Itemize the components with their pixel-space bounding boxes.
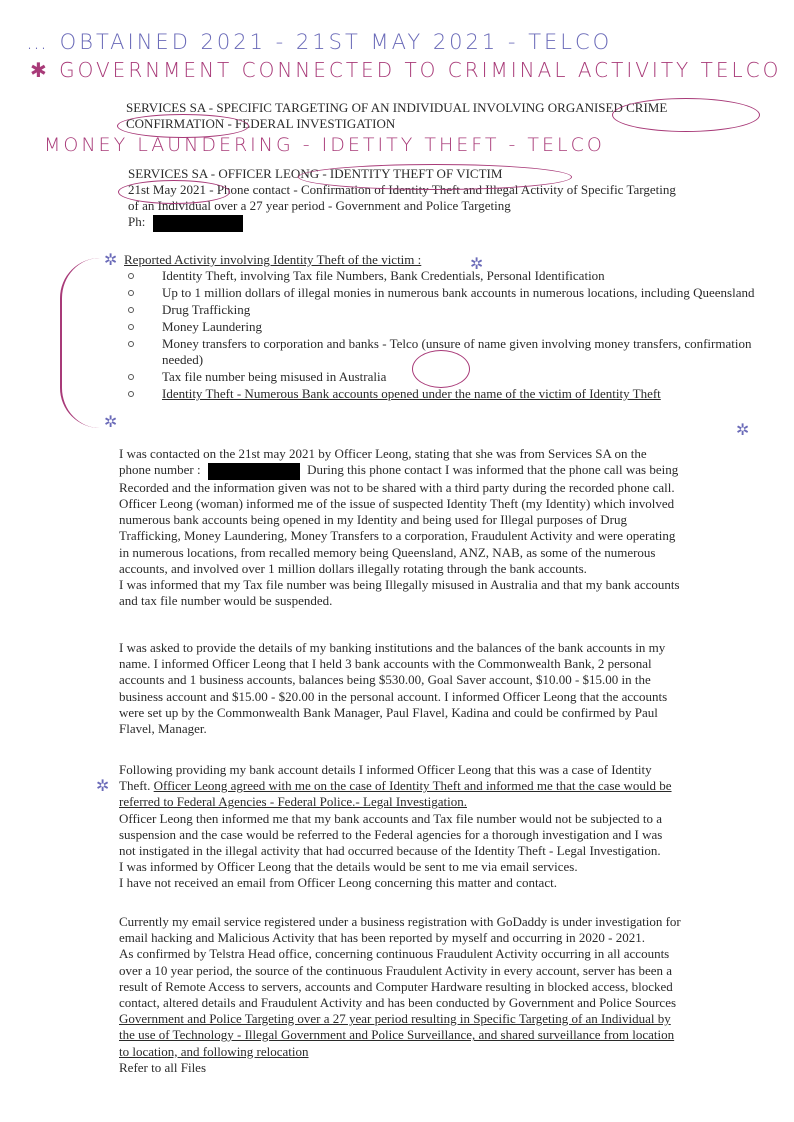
- paragraph-line: were set up by the Commonwealth Bank Manager, Paul Flavel, Kadina and could be confirmed by Paul: [119, 704, 658, 720]
- list-item: Identity Theft - Numerous Bank accounts opened under the name of the victim of Identity Theft: [126, 386, 768, 402]
- paragraph-line: numerous bank accounts being opened in my Identity and being used for Illegal purposes of Drug: [119, 512, 627, 528]
- paragraph-line: Following providing my bank account details I informed Officer Leong that this was a case of Identity: [119, 762, 652, 777]
- paragraph-identity-theft: [119, 762, 761, 892]
- ink-star-icon: ✲: [736, 420, 750, 439]
- ink-star-icon: ✲: [96, 776, 110, 795]
- list-item: Money transfers to corporation and banks - Telco (unsure of name given involving money transfers, confirmation needed): [126, 336, 768, 368]
- handwritten-note-government: ✱ GOVERNMENT CONNECTED TO CRIMINAL ACTIVITY TELCO: [30, 58, 782, 82]
- paragraph-line: in numerous locations, from recalled memory being Queensland, ANZ, NAB, as some of the numerous: [119, 544, 656, 560]
- paragraph-line: Trafficking, Money Laundering, Money Transfers to a corporation, Fraudulent Activity and were operating: [119, 528, 676, 544]
- activity-heading: Reported Activity involving Identity Theft of the victim :: [124, 252, 422, 267]
- ink-star-icon: ✲: [104, 412, 118, 431]
- paragraph-line: Officer Leong (woman) informed me of the issue of suspected Identity Theft (my Identity) which involved: [119, 495, 675, 511]
- paragraph-line: accounts and 1 business accounts, balances being $530.00, Goal Saver account, $10.00 - $15.00 in the: [119, 672, 651, 688]
- paragraph-line: Refer to all Files: [119, 1059, 207, 1075]
- paragraph-line: I was asked to provide the details of my banking institutions and the balances of the bank accounts in my: [119, 640, 666, 655]
- list-item: Tax file number being misused in Australia: [126, 369, 768, 385]
- paragraph-line: Recorded and the information given was not to be shared with a third party during the recorded phone call.: [119, 479, 675, 495]
- paragraph-line: business account and $15.00 - $20.00 in the personal account. I informed Officer Leong that the accounts: [119, 688, 668, 704]
- ink-circle-organised-crime: [612, 98, 760, 132]
- paragraph-line: I was informed by Officer Leong that the details would be sent to me via email services.: [119, 859, 578, 875]
- paragraph-line: Flavel, Manager.: [119, 721, 207, 737]
- ink-circle-confirmation: [117, 114, 249, 138]
- paragraph-line: I was contacted on the 21st may 2021 by Officer Leong, stating that she was from Services SA on the: [119, 446, 647, 461]
- paragraph-line: As confirmed by Telstra Head office, concerning continuous Fraudulent Activity occurring in all accounts: [119, 946, 670, 962]
- header2-line2: 21st May 2021 - Phone contact - Confirmation of Identity Theft and Illegal Activity of Specific Targeting: [128, 182, 676, 197]
- paragraph-line: Officer Leong then informed me that my bank accounts and Tax file number would not be subjected to a: [119, 810, 663, 826]
- paragraph-line: result of Remote Access to servers, accounts and Computer Hardware resulting in blocked access, blocked: [119, 978, 673, 994]
- ink-star-icon: ✲: [104, 250, 118, 269]
- paragraph-line: name. I informed Officer Leong that I held 3 bank accounts with the Commonwealth Bank, 2 personal: [119, 656, 652, 672]
- ink-circle-date: [118, 180, 230, 204]
- list-item: Identity Theft, involving Tax file Numbers, Bank Credentials, Personal Identification: [126, 268, 768, 284]
- paragraph-line: referred to Federal Agencies - Federal Police.- Legal Investigation.: [119, 794, 467, 810]
- ink-bracket: [60, 258, 102, 428]
- paragraph-line: contact, altered details and Fraudulent Activity and has been conducted by Government and Police Sources: [119, 995, 677, 1011]
- paragraph-line: over a 10 year period, the source of the continuous Fraudulent Activity in every account, server has been a: [119, 962, 673, 978]
- redacted-phone-number: [153, 215, 243, 232]
- phone-label: Ph:: [128, 214, 146, 229]
- paragraph-line: to location, and following relocation: [119, 1043, 309, 1059]
- paragraph-line: Government and Police Targeting over a 27 year period resulting in Specific Targeting of an Individual by: [119, 1011, 671, 1027]
- header1-line1: SERVICES SA - SPECIFIC TARGETING OF AN INDIVIDUAL INVOLVING ORGANISED CRIME: [126, 100, 668, 115]
- list-item: Money Laundering: [126, 319, 768, 335]
- paragraph-line: Theft. Officer Leong agreed with me on the case of Identity Theft and informed me that the case would be: [119, 778, 672, 794]
- paragraph-line: I was informed that my Tax file number was being Illegally misused in Australia and that my bank accounts: [119, 576, 680, 592]
- header2-line1: SERVICES SA - OFFICER LEONG - IDENTITY THEFT OF VICTIM: [128, 166, 503, 181]
- paragraph-line: and tax file number would be suspended.: [119, 593, 333, 609]
- paragraph-line: I have not received an email from Officer Leong concerning this matter and contact.: [119, 875, 557, 891]
- list-item: Drug Trafficking: [126, 302, 768, 318]
- header1-line2: CONFIRMATION - FEDERAL INVESTIGATION: [126, 116, 396, 131]
- ink-circle-telco: [412, 350, 470, 388]
- paragraph-line: Currently my email service registered under a business registration with GoDaddy is under investigation for: [119, 914, 681, 929]
- redacted-phone-number: [208, 463, 300, 480]
- paragraph-email-investigation: [119, 914, 761, 1076]
- paragraph-line: suspension and the case would be referred to the Federal agencies for a thorough investigation and I was: [119, 826, 663, 842]
- paragraph-line: phone number : During this phone contact I was informed that the phone call was being: [119, 462, 761, 480]
- paragraph-bank-details: [119, 640, 761, 737]
- ink-circle-identity-theft: [298, 164, 572, 190]
- paragraph-line: not instigated in the illegal activity that had occurred because of the Identity Theft - Legal Investigation.: [119, 843, 661, 859]
- handwritten-note-money-laundering: MONEY LAUNDERING - IDETITY THEFT - TELCO: [44, 134, 605, 156]
- paragraph-line: email hacking and Malicious Activity that has been reported by myself and occurring in 2020 - 2021.: [119, 930, 646, 946]
- ink-star-icon: ✲: [470, 254, 484, 273]
- paragraph-line: accounts, and involved over 1 million dollars illegally rotating through the bank accounts.: [119, 560, 587, 576]
- paragraph-line: the use of Technology - Illegal Government and Police Surveillance, and shared surveillance from location: [119, 1027, 675, 1043]
- handwritten-note-obtained: … OBTAINED 2021 - 21ST MAY 2021 - TELCO: [26, 30, 613, 54]
- phone-line: [128, 214, 768, 232]
- header2-line3: of an Individual over a 27 year period - Government and Police Targeting: [128, 198, 511, 213]
- list-item: Up to 1 million dollars of illegal monies in numerous bank accounts in numerous locations, including Queensland: [126, 285, 768, 301]
- paragraph-contact: [119, 446, 761, 609]
